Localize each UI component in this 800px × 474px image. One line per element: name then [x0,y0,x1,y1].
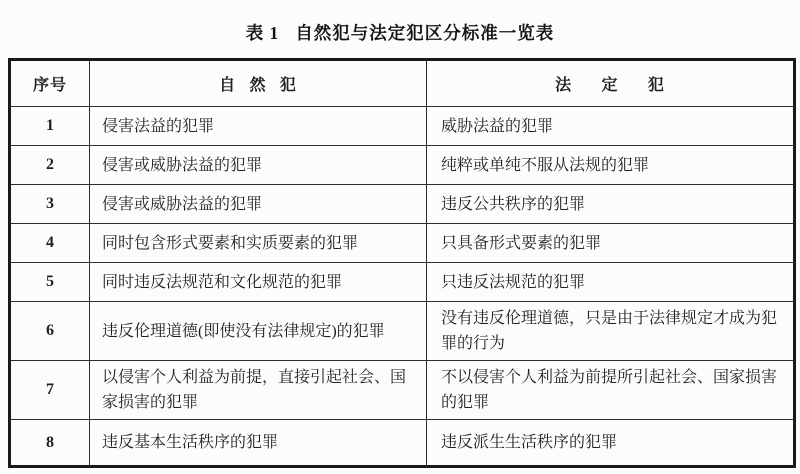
statutory-crime-cell: 纯粹或单纯不服从法规的犯罪 [427,146,795,185]
statutory-crime-cell: 威胁法益的犯罪 [427,107,795,146]
header-serial: 序号 [10,60,90,107]
table-caption-text: 自然犯与法定犯区分标准一览表 [295,23,555,43]
row-number-cell: 3 [10,185,90,224]
natural-crime-cell: 同时包含形式要素和实质要素的犯罪 [90,224,427,263]
header-natural-crime: 自然犯 [90,60,427,107]
statutory-crime-cell: 违反公共秩序的犯罪 [427,185,795,224]
table-body [10,107,795,467]
table-row [10,263,795,302]
comparison-table [8,58,796,468]
statutory-crime-cell: 不以侵害个人利益为前提所引起社会、国家损害的犯罪 [427,361,795,420]
table-row [10,146,795,185]
table-caption [0,0,800,45]
table-row [10,107,795,146]
natural-crime-cell: 侵害或威胁法益的犯罪 [90,185,427,224]
table-row [10,185,795,224]
natural-crime-cell: 违反伦理道德(即使没有法律规定)的犯罪 [90,302,427,361]
statutory-crime-cell: 违反派生生活秩序的犯罪 [427,420,795,467]
natural-crime-cell: 侵害法益的犯罪 [90,107,427,146]
table-row [10,420,795,467]
row-number-cell: 4 [10,224,90,263]
row-number-cell: 7 [10,361,90,420]
header-statutory-crime: 法定犯 [427,60,795,107]
statutory-crime-cell: 只具备形式要素的犯罪 [427,224,795,263]
natural-crime-cell: 侵害或威胁法益的犯罪 [90,146,427,185]
table-caption-label: 表 1 [245,23,280,43]
header-row [10,60,795,107]
row-number-cell: 2 [10,146,90,185]
table-row [10,361,795,420]
row-number-cell: 8 [10,420,90,467]
table-row [10,302,795,361]
natural-crime-cell: 违反基本生活秩序的犯罪 [90,420,427,467]
natural-crime-cell: 以侵害个人利益为前提，直接引起社会、国家损害的犯罪 [90,361,427,420]
table-row [10,224,795,263]
natural-crime-cell: 同时违反法规范和文化规范的犯罪 [90,263,427,302]
table-header [10,60,795,107]
statutory-crime-cell: 只违反法规范的犯罪 [427,263,795,302]
row-number-cell: 6 [10,302,90,361]
statutory-crime-cell: 没有违反伦理道德，只是由于法律规定才成为犯罪的行为 [427,302,795,361]
row-number-cell: 1 [10,107,90,146]
row-number-cell: 5 [10,263,90,302]
